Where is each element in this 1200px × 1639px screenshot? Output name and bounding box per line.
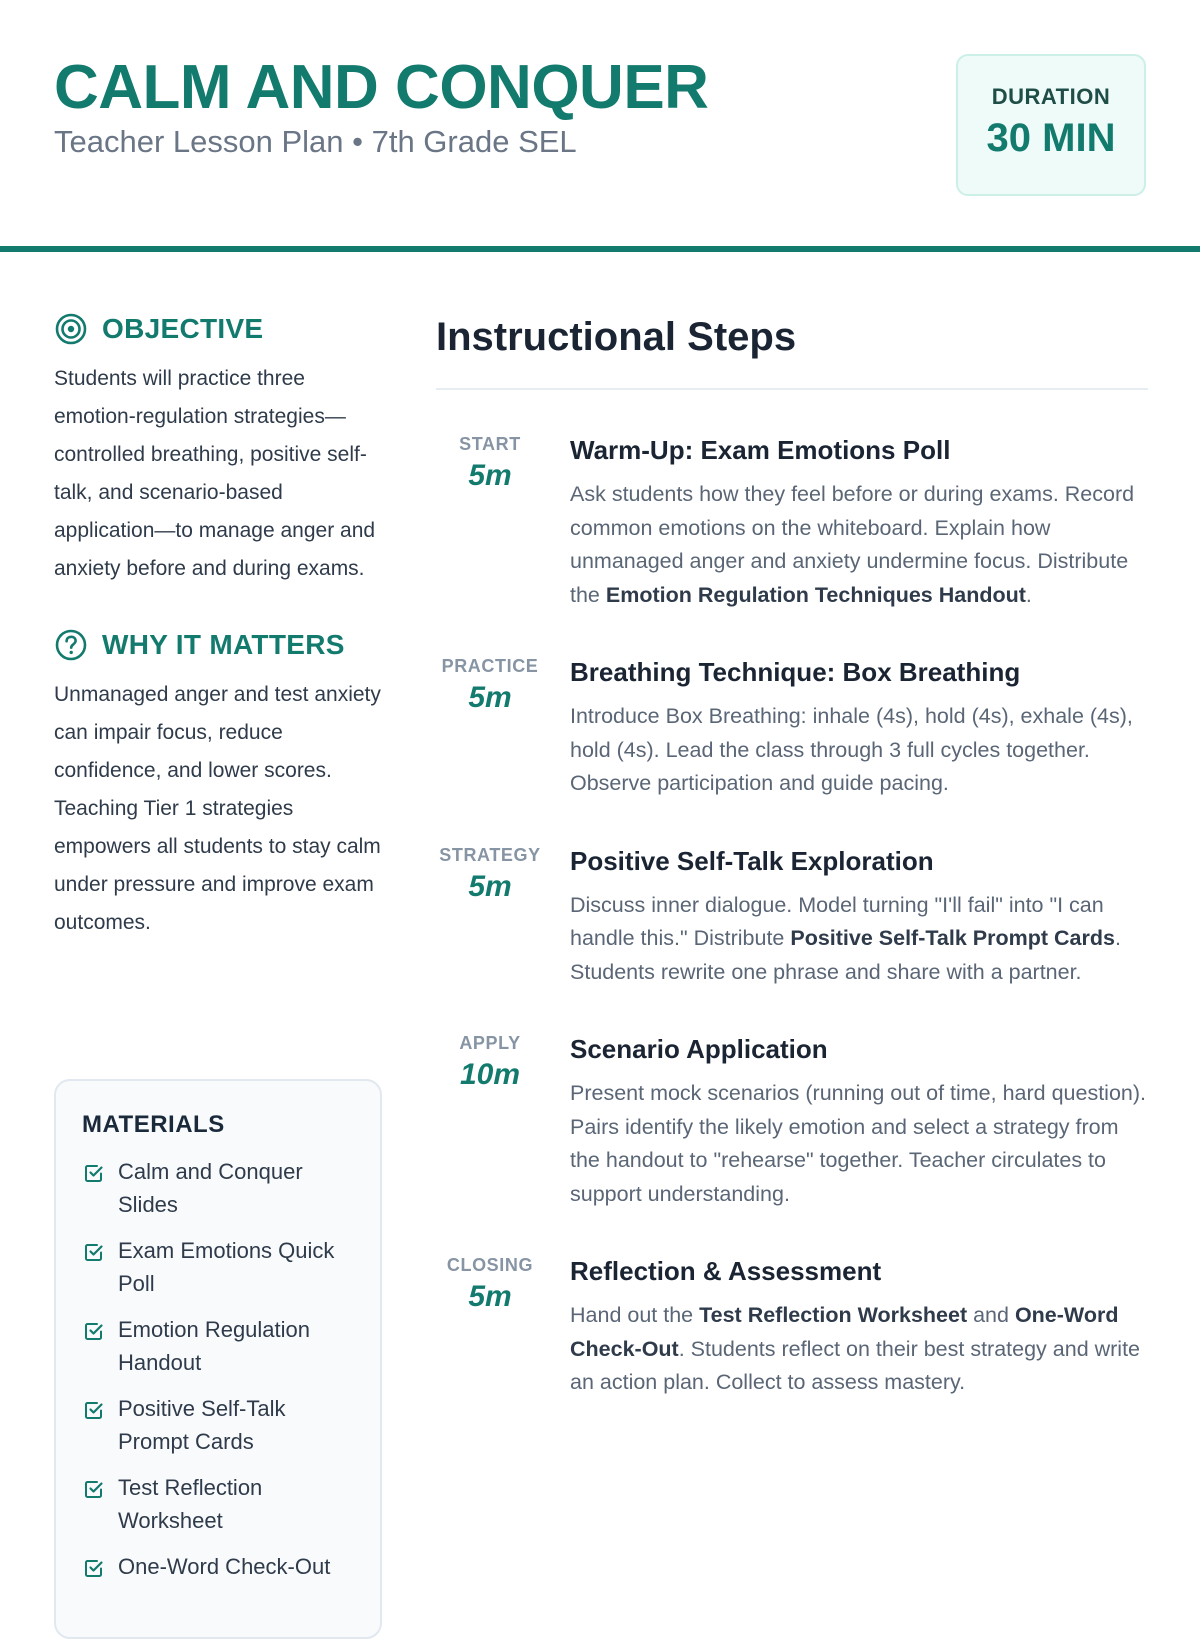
objective-section — [54, 312, 384, 588]
step-duration: 5m — [468, 1280, 512, 1313]
check-square-icon — [82, 1319, 106, 1343]
step-practice — [436, 656, 1148, 801]
materials-card — [54, 1079, 382, 1639]
step-apply — [436, 1033, 1148, 1211]
steps-title: Instructional Steps — [436, 315, 797, 359]
material-item — [82, 1550, 354, 1583]
step-phase-label: START — [459, 434, 521, 454]
material-label: Emotion Regulation Handout — [118, 1317, 311, 1375]
why-section — [54, 628, 384, 942]
objective-heading — [54, 312, 384, 346]
target-icon — [54, 312, 88, 346]
material-label: Test Reflection Worksheet — [118, 1475, 263, 1533]
step-title: Scenario Application — [570, 1034, 828, 1064]
material-reference: Emotion Regulation Techniques Handout — [605, 582, 1026, 607]
step-description: Discuss inner dialogue. Model turning "I'll fail" into "I can handle this." Distribute Positive Self-Talk Prompt Cards. Students rewrite one phrase and share with a partner. — [570, 892, 1121, 984]
step-timing — [436, 1033, 544, 1211]
step-title: Breathing Technique: Box Breathing — [570, 657, 1021, 687]
question-circle-icon — [54, 628, 88, 662]
step-duration: 5m — [468, 681, 512, 714]
steps-divider — [436, 388, 1148, 390]
step-title: Warm-Up: Exam Emotions Poll — [570, 435, 951, 465]
material-reference: Test Reflection Worksheet — [699, 1303, 968, 1327]
material-label: Exam Emotions Quick Poll — [118, 1238, 335, 1296]
duration-value: 30 MIN — [986, 116, 1116, 160]
left-column — [54, 312, 384, 942]
page-title: CALM AND CONQUER — [54, 53, 709, 122]
step-start — [436, 434, 1148, 612]
page-subtitle: Teacher Lesson Plan • 7th Grade SEL — [54, 124, 577, 159]
materials-title: MATERIALS — [82, 1111, 225, 1138]
step-phase-label: STRATEGY — [439, 844, 541, 865]
duration-badge — [956, 54, 1146, 196]
step-description: Ask students how they feel before or during exams. Record common emotions on the whiteboard. Explain how unmanaged anger and anxiety undermine focus. Distribute the Emotion Regulation Techniques Handout. — [570, 482, 1135, 607]
why-heading — [54, 628, 384, 662]
material-item — [82, 1155, 354, 1221]
step-duration: 5m — [468, 459, 512, 492]
material-reference: Positive Self-Talk Prompt Cards — [790, 926, 1115, 950]
step-timing — [436, 434, 544, 612]
check-square-icon — [82, 1161, 106, 1185]
material-item — [82, 1313, 354, 1379]
step-timing — [436, 656, 544, 801]
objective-title: OBJECTIVE — [102, 313, 264, 344]
step-description: Introduce Box Breathing: inhale (4s), hold (4s), exhale (4s), hold (4s). Lead the class through 3 full cycles together. Observe participation and guide pacing. — [570, 704, 1133, 795]
step-phase-label: APPLY — [459, 1033, 521, 1053]
material-item — [82, 1471, 354, 1537]
step-title: Reflection & Assessment — [570, 1256, 882, 1286]
material-reference: One-Word Check-Out — [570, 1303, 1119, 1361]
material-label: Calm and Conquer Slides — [118, 1159, 303, 1217]
materials-list — [82, 1155, 354, 1583]
step-body — [544, 1255, 1148, 1400]
step-title: Positive Self-Talk Exploration — [570, 845, 934, 876]
step-description: Hand out the Test Reflection Worksheet and One-Word Check-Out. Students reflect on their best strategy and write an action plan. Collect to assess mastery. — [570, 1303, 1141, 1394]
step-phase-label: CLOSING — [446, 1255, 534, 1275]
step-description: Present mock scenarios (running out of time, hard question). Pairs identify the likely emotion and select a strategy from the handout to "rehearse" together. Teacher circulates to support understanding. — [570, 1081, 1147, 1206]
step-strategy — [436, 845, 1148, 990]
check-square-icon — [82, 1556, 106, 1580]
step-phase-label: PRACTICE — [441, 656, 539, 676]
check-square-icon — [82, 1477, 106, 1501]
step-timing — [436, 845, 544, 990]
step-body — [544, 434, 1148, 612]
instructional-steps — [436, 312, 1148, 1400]
step-closing — [436, 1255, 1148, 1400]
material-label: Positive Self-Talk Prompt Cards — [118, 1396, 286, 1454]
step-duration: 10m — [459, 1058, 521, 1091]
step-body — [544, 845, 1148, 990]
step-timing — [436, 1255, 544, 1400]
check-square-icon — [82, 1398, 106, 1422]
material-item — [82, 1234, 354, 1300]
material-item — [82, 1392, 354, 1458]
steps-list — [436, 434, 1148, 1400]
duration-label: DURATION — [991, 84, 1111, 109]
material-label: One-Word Check-Out — [118, 1554, 331, 1579]
objective-text: Students will practice three emotion-regulation strategies—controlled breathing, positive self-talk, and scenario-based application—to manage anger and anxiety before and during exams. — [54, 367, 376, 580]
why-text: Unmanaged anger and test anxiety can impair focus, reduce confidence, and lower scores. Teaching Tier 1 strategies empowers all students to stay calm under pressure and improve exam outcomes. — [54, 683, 381, 934]
step-body — [544, 1033, 1148, 1211]
step-body — [544, 656, 1148, 801]
step-duration: 5m — [468, 869, 512, 903]
lesson-header — [0, 0, 1200, 252]
why-title: WHY IT MATTERS — [102, 629, 345, 660]
check-square-icon — [82, 1240, 106, 1264]
